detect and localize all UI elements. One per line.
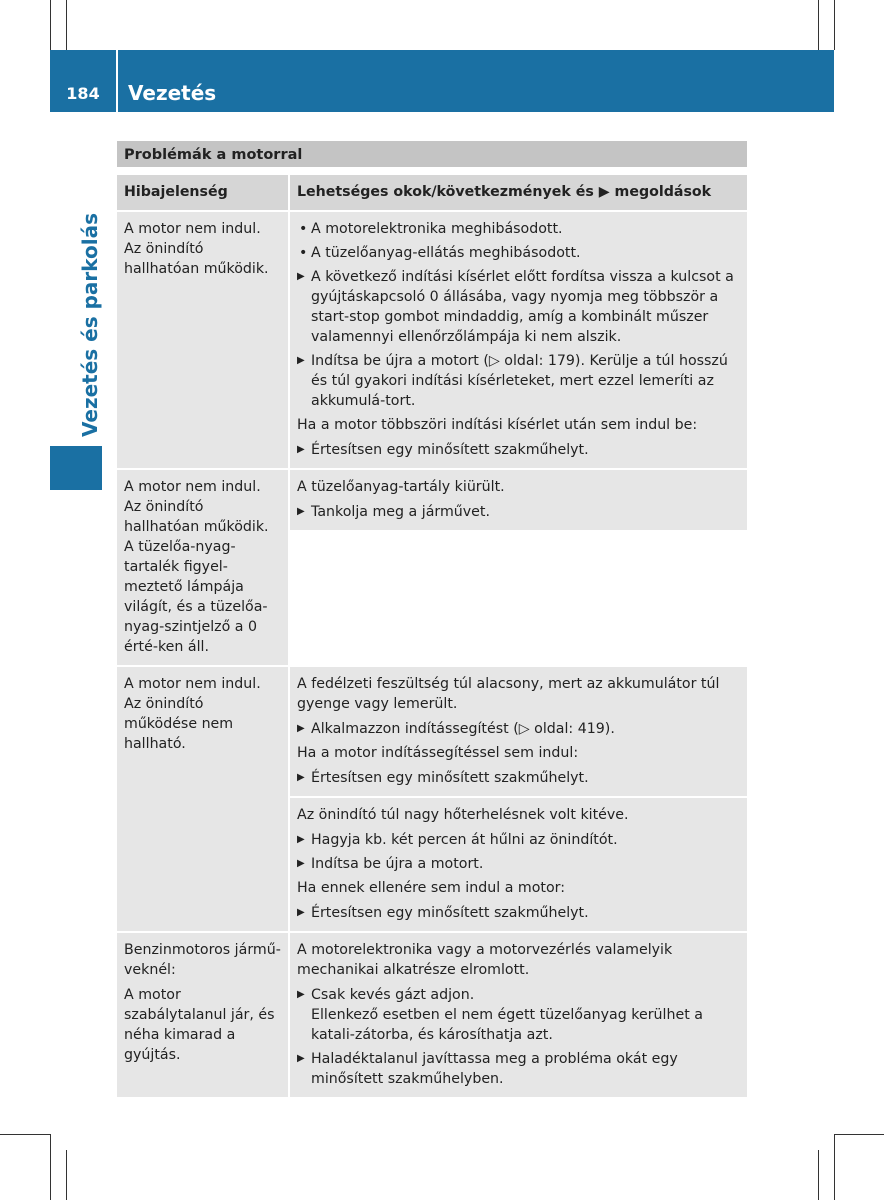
cause-text: Az önindító túl nagy hőterhelésnek volt kitéve. <box>297 807 629 823</box>
table-row <box>117 667 747 933</box>
side-tab-label: Vezetés és parkolás <box>78 212 102 437</box>
symptom-text: Benzinmotoros jármű-veknél: <box>124 942 281 978</box>
cause-text: A tüzelőanyag-tartály kiürült. <box>297 479 505 495</box>
cause-text: A motorelektronika vagy a motorvezérlés valamelyik mechanikai alkatrésze elromlott. <box>297 942 673 978</box>
action-note: Ellenkező esetben el nem égett tüzelőanyag kerülhet a katali-zátorba, és károsíthatja azt. <box>311 1007 703 1043</box>
cause-bullet: • A motorelektronika meghibásodott. <box>297 219 740 239</box>
solution-cell <box>290 470 747 530</box>
action-step: ▶ Értesítsen egy minősített szakműhelyt. <box>297 440 740 460</box>
crop-mark <box>50 0 51 50</box>
action-step: ▶ Hagyja kb. két percen át hűlni az önindítót. <box>297 830 740 850</box>
crop-mark <box>818 0 819 50</box>
crop-mark <box>834 1134 884 1135</box>
table-title: Problémák a motorral <box>117 141 747 167</box>
action-step: ▶ A következő indítási kísérlet előtt fordítsa vissza a kulcsot a gyújtáskapcsoló 0 állásába, vagy nyomja meg többször a start-stop gombot mindaddig, amíg a kombinált műszer valamennyi ellenőrzőlámpája ki nem alszik. <box>297 267 740 347</box>
side-tab-block <box>50 446 102 490</box>
action-step: ▶ Alkalmazzon indítássegítést (▷ oldal: 419). <box>297 719 740 739</box>
page-number: 184 <box>66 84 100 103</box>
symptom-text: A motor szabálytalanul jár, és néha kimarad a gyújtás. <box>124 987 275 1063</box>
table-row <box>117 212 747 470</box>
problems-table <box>117 141 747 1099</box>
column-header-causes: Lehetséges okok/következmények és ▶ megoldások <box>290 175 747 210</box>
solution-cell <box>290 796 747 931</box>
condition-text: Ha a motor többszöri indítási kísérlet után sem indul be: <box>297 417 698 433</box>
header-separator <box>116 50 118 112</box>
crop-mark <box>0 1134 50 1135</box>
action-step: ▶ Értesítsen egy minősített szakműhelyt. <box>297 903 740 923</box>
column-header-symptom: Hibajelenség <box>117 175 290 210</box>
symptom-cell: A motor nem indul. Az önindító hallhatóan működik. <box>117 212 290 468</box>
solution-cell <box>290 212 747 468</box>
action-step: ▶ Indítsa be újra a motort. <box>297 854 740 874</box>
crop-mark <box>50 1134 51 1200</box>
table-row <box>117 933 747 1099</box>
solution-cell <box>290 933 747 1097</box>
cause-bullet: • A tüzelőanyag-ellátás meghibásodott. <box>297 243 740 263</box>
action-step: ▶ Indítsa be újra a motort (▷ oldal: 179). Kerülje a túl hosszú és túl gyakori indítási kísérleteket, mert ezzel lemeríti az akkumulá-tort. <box>297 351 740 411</box>
chapter-title: Vezetés <box>128 81 217 105</box>
crop-mark <box>66 1150 67 1200</box>
table-header-row <box>117 175 747 212</box>
condition-text: Ha a motor indítássegítéssel sem indul: <box>297 745 579 761</box>
crop-mark <box>834 0 835 50</box>
table-row <box>117 470 747 667</box>
action-step: ▶ Értesítsen egy minősített szakműhelyt. <box>297 768 740 788</box>
crop-mark <box>834 1134 835 1200</box>
action-step: ▶ Tankolja meg a járművet. <box>297 502 740 522</box>
condition-text: Ha ennek ellenére sem indul a motor: <box>297 880 566 896</box>
action-step: ▶ Csak kevés gázt adjon. <box>297 985 740 1005</box>
symptom-cell: A motor nem indul. Az önindító hallhatóan működik. A tüzelőa-nyag-tartalék figyel-meztető lámpája világít, és a tüzelőa-nyag-szintjelző a 0 érté-ken áll. <box>117 470 290 665</box>
crop-mark <box>66 0 67 50</box>
symptom-cell <box>117 933 290 1097</box>
action-step: ▶ Haladéktalanul javíttassa meg a probléma okát egy minősített szakműhelyben. <box>297 1049 740 1089</box>
crop-mark <box>818 1150 819 1200</box>
cause-text: A fedélzeti feszültség túl alacsony, mert az akkumulátor túl gyenge vagy lemerült. <box>297 676 720 712</box>
symptom-cell: A motor nem indul. Az önindító működése nem hallható. <box>117 667 290 931</box>
solution-cell <box>290 667 747 796</box>
